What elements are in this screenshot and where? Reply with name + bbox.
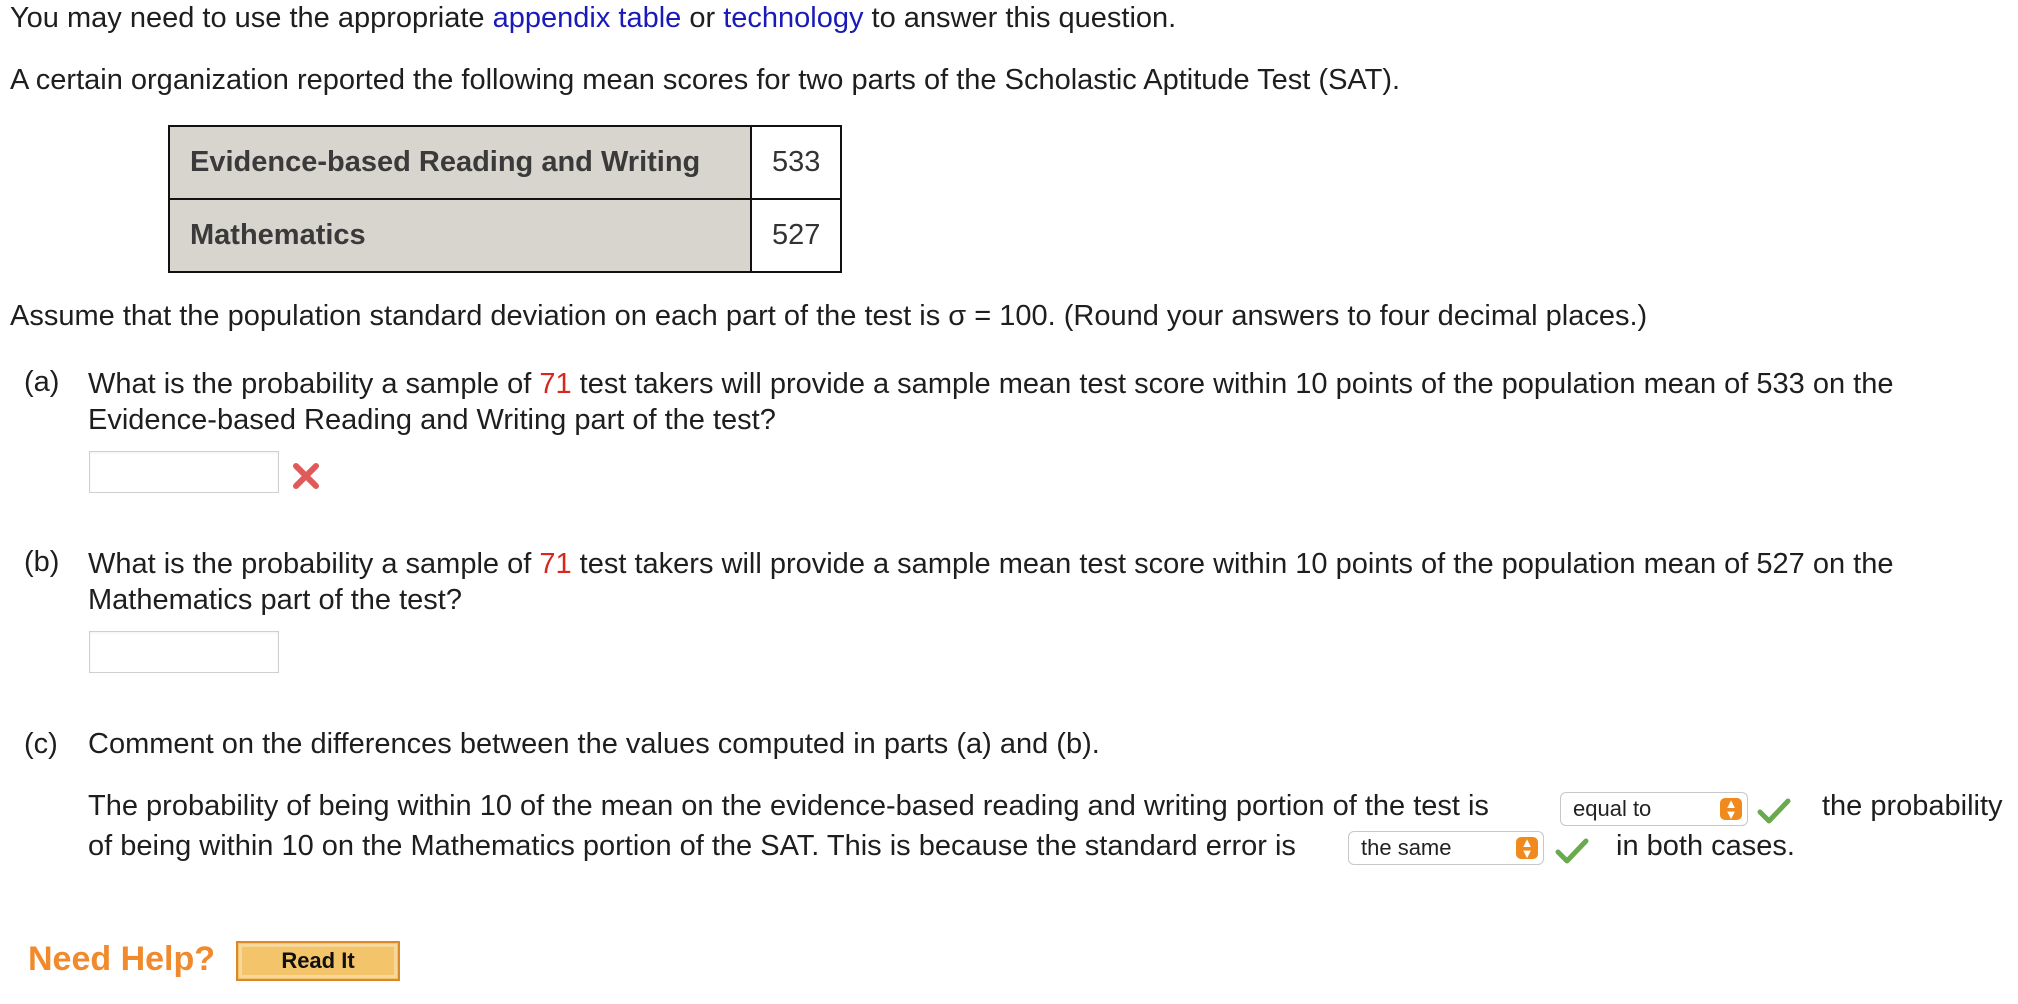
part-c-line1-text: The probability of being within 10 of the mean on the evidence-based reading and writing portion of the test is <box>88 790 1489 822</box>
part-c-label: (c) <box>24 728 58 760</box>
incorrect-x-icon <box>290 460 322 492</box>
part-a-text-rest: test takers will provide a sample mean test score within 10 points of the population mean of 533 on the Evidence-based Reading and Writing part of the test? <box>88 368 1894 436</box>
table-row <box>169 126 841 199</box>
problem-statement: A certain organization reported the following mean scores for two parts of the Scholastic Aptitude Test (SAT). <box>10 64 1401 96</box>
intro-text-or: or <box>689 2 716 34</box>
select-arrows-icon: ▲ ▼ <box>1720 798 1742 820</box>
part-a-label: (a) <box>24 366 60 398</box>
correct-check-icon <box>1756 796 1792 826</box>
table-row-value: 533 <box>751 126 841 199</box>
part-b-question <box>88 546 1988 618</box>
table-row-label: Mathematics <box>169 199 751 272</box>
part-a-question <box>88 366 1988 438</box>
correct-check-icon <box>1554 836 1590 866</box>
part-b-sample-size: 71 <box>539 548 572 580</box>
part-b-label: (b) <box>24 546 60 578</box>
part-b-answer-input[interactable] <box>89 631 279 673</box>
intro-text-suffix: to answer this question. <box>871 2 1177 34</box>
part-b-text: What is the probability a sample of <box>88 548 532 580</box>
table-row-label: Evidence-based Reading and Writing <box>169 126 751 199</box>
part-b-text-rest: test takers will provide a sample mean test score within 10 points of the population mean of 527 on the Mathematics part of the test? <box>88 548 1894 616</box>
table-row <box>169 199 841 272</box>
standard-error-select[interactable] <box>1348 831 1544 865</box>
comparison-select[interactable] <box>1560 792 1748 826</box>
part-c-line2-after: in both cases. <box>1616 830 1795 862</box>
part-a-text: What is the probability a sample of <box>88 368 532 400</box>
part-c-line2-text: of being within 10 on the Mathematics portion of the SAT. This is because the standard error is <box>88 830 1296 862</box>
part-c-line1-after: the probability <box>1822 790 2003 822</box>
intro-text: You may need to use the appropriate <box>10 2 485 34</box>
part-c-question: Comment on the differences between the values computed in parts (a) and (b). <box>88 728 1100 760</box>
select-arrows-icon: ▲ ▼ <box>1516 837 1538 859</box>
comparison-select-value: equal to <box>1573 796 1652 821</box>
intro-line <box>10 2 1176 35</box>
technology-link[interactable]: technology <box>723 2 864 34</box>
assumption-text: Assume that the population standard deviation on each part of the test is σ = 100. (Round your answers to four decimal places.) <box>10 300 1648 332</box>
part-a-sample-size: 71 <box>539 368 572 400</box>
appendix-table-link[interactable]: appendix table <box>492 2 682 34</box>
standard-error-select-value: the same <box>1361 835 1452 860</box>
read-it-button[interactable]: Read It <box>236 941 400 981</box>
table-row-value: 527 <box>751 199 841 272</box>
part-a-answer-input[interactable] <box>89 451 279 493</box>
sat-scores-table <box>168 125 842 273</box>
need-help-label: Need Help? <box>28 940 216 978</box>
